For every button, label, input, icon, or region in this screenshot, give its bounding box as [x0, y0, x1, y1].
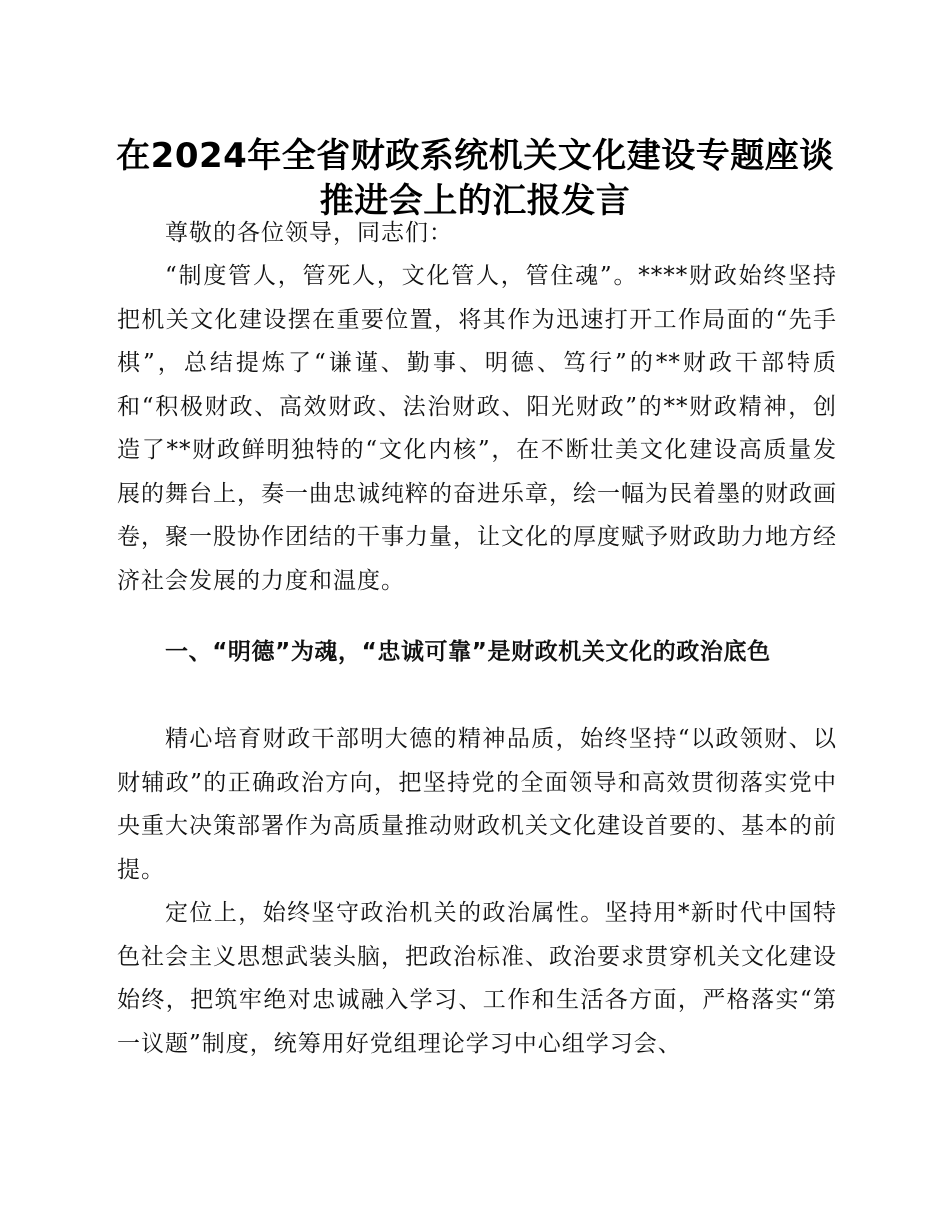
document-title-line-1: 在2024年全省财政系统机关文化建设专题座谈: [116, 136, 834, 176]
paragraph-positioning: 定位上，始终坚守政治机关的政治属性。坚持用*新时代中国特色社会主义思想武装头脑，把政治标准、政治要求贯穿机关文化建设始终，把筑牢绝对忠诚融入学习、工作和生活各方面，严格落实“第一议题”制度，统筹用好党组理论学习中心组学习会、: [117, 900, 837, 1057]
paragraph-section-1: 精心培育财政干部明大德的精神品质，始终坚持“以政领财、以财辅政”的正确政治方向，把坚持党的全面领导和高效贯彻落实党中央重大决策部署作为高质量推动财政机关文化建设首要的、基本的前提。: [117, 726, 837, 883]
salutation: 尊敬的各位领导，同志们：: [165, 220, 453, 246]
section-heading-1: 一、“明德”为魂，“忠诚可靠”是财政机关文化的政治底色: [165, 639, 771, 665]
paragraph-intro: “制度管人，管死人，文化管人，管住魂”。****财政始终坚持把机关文化建设摆在重要位置，将其作为迅速打开工作局面的“先手棋”，总结提炼了“谦谨、勤事、明德、笃行”的**财政干部特质和“积极财政、高效财政、法治财政、阳光财政”的**财政精神，创造了**财政鲜明独特的“文化内核”，在不断壮美文化建设高质量发展的舞台上，奏一曲忠诚纯粹的奋进乐章，绘一幅为民着墨的财政画卷，聚一股协作团结的干事力量，让文化的厚度赋予财政助力地方经济社会发展的力度和温度。: [117, 263, 837, 594]
document-title-line-2: 推进会上的汇报发言: [319, 181, 631, 221]
